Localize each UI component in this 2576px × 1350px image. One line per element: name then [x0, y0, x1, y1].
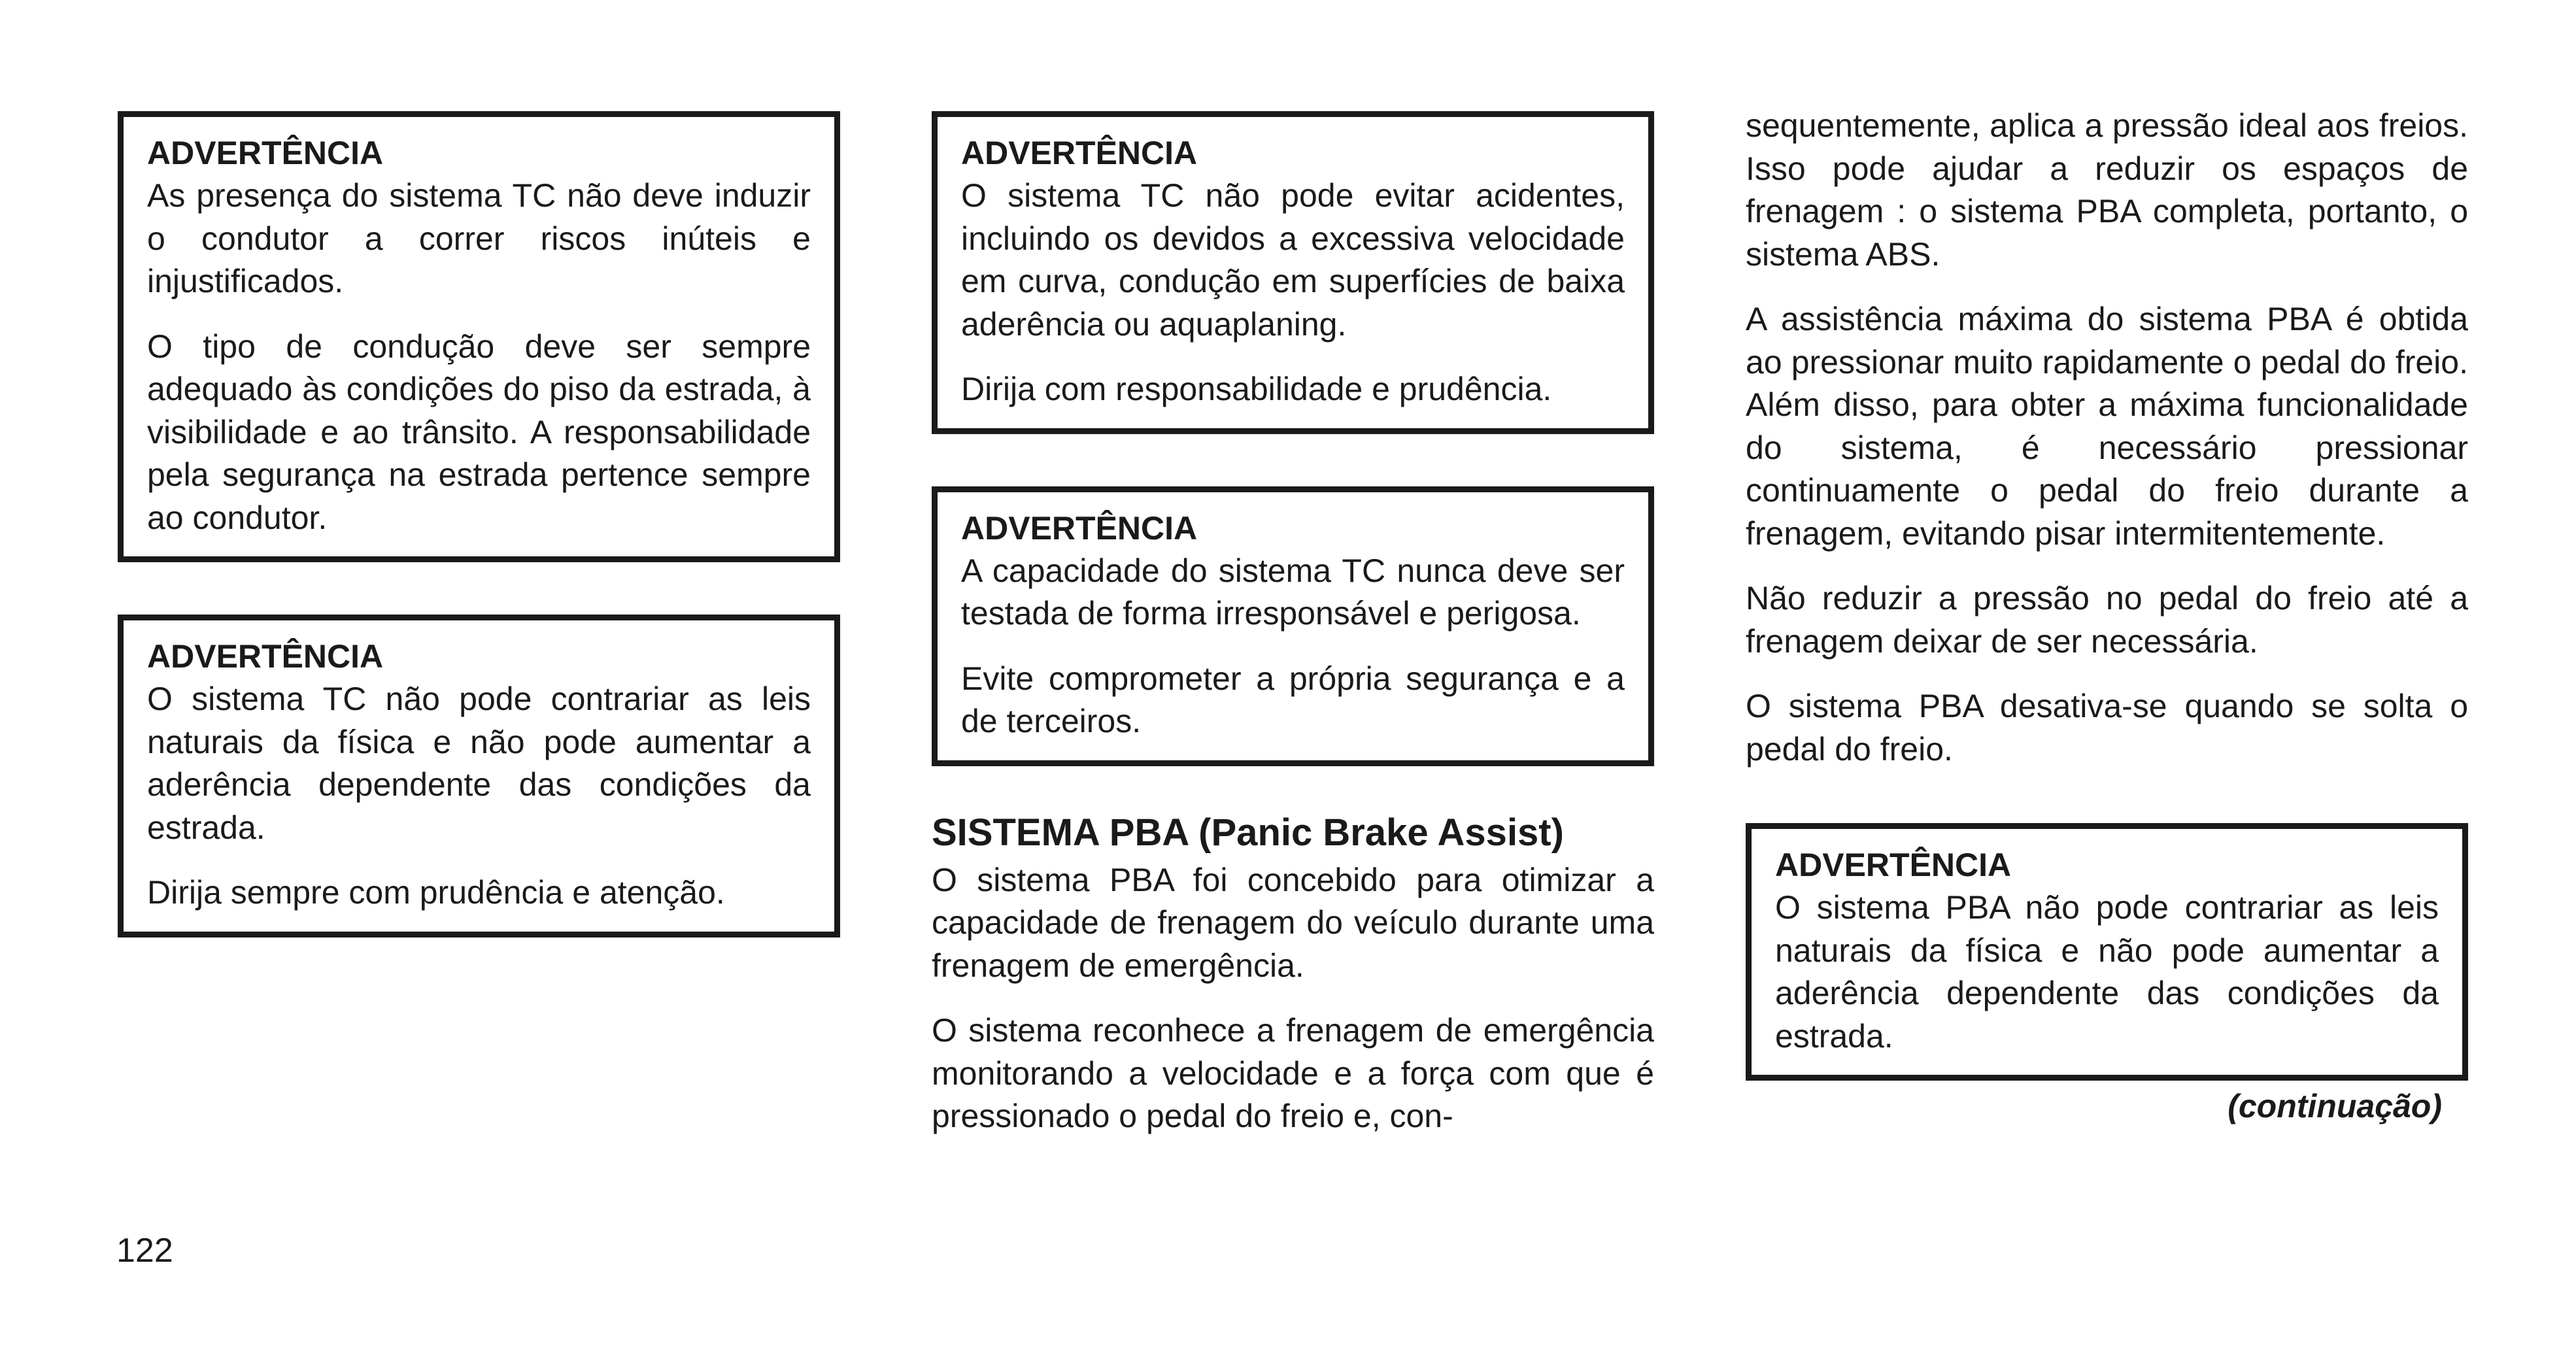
warning-paragraph: Dirija com responsabilidade e prudência. — [961, 371, 1552, 407]
body-paragraph: Não reduzir a pressão no pedal do freio até a frenagem deixar de ser necessária. — [1746, 580, 2468, 660]
column-2 — [932, 111, 1654, 1160]
section-heading: SISTEMA PBA (Panic Brake Assist) — [932, 811, 1564, 854]
warning-title: ADVERTÊNCIA — [147, 638, 384, 675]
warning-title: ADVERTÊNCIA — [961, 135, 1198, 171]
body-paragraph: O sistema PBA desativa-se quando se solta o pedal do freio. — [1746, 688, 2468, 768]
body-paragraph: A assistência máxima do sistema PBA é obtida ao pressionar muito rapidamente o pedal do freio. Além disso, para obter a máxima funcionalidade do sistema, é necessário pressionar continuamente o pedal do freio durante a frenagem, evitando pisar intermitentemente. — [1746, 301, 2468, 552]
warning-box — [1746, 823, 2468, 1081]
warning-paragraph: O tipo de condução deve ser sempre adequado às condições do piso da estrada, à visibilidade e ao trânsito. A responsabilidade pela segurança na estrada pertence sempre ao condutor. — [147, 328, 811, 536]
warning-paragraph: A capacidade do sistema TC nunca deve ser testada de forma irresponsável e perigosa. — [961, 552, 1625, 632]
column-3 — [1746, 105, 2468, 1128]
warning-title: ADVERTÊNCIA — [961, 509, 1198, 547]
warning-box — [118, 615, 840, 937]
column-1 — [118, 111, 840, 937]
continuation-note: (continuação) — [2228, 1088, 2442, 1124]
warning-paragraph: Dirija sempre com prudência e atenção. — [147, 874, 725, 911]
warning-paragraph: O sistema TC não pode evitar acidentes, incluindo os devidos a excessiva velocidade em curva, condução em superfícies de baixa aderência ou aquaplaning. — [961, 177, 1625, 343]
warning-paragraph: As presença do sistema TC não deve induzir o condutor a correr riscos inúteis e injustificados. — [147, 177, 811, 299]
warning-box — [118, 111, 840, 562]
body-paragraph: O sistema reconhece a frenagem de emergência monitorando a velocidade e a força com que é pressionado o pedal do freio e, con- — [932, 1012, 1654, 1134]
warning-title: ADVERTÊNCIA — [1775, 847, 2012, 883]
warning-box — [932, 111, 1654, 434]
body-paragraph: O sistema PBA foi concebido para otimizar a capacidade de frenagem do veículo durante uma frenagem de emergência. — [932, 861, 1654, 984]
warning-paragraph: O sistema TC não pode contrariar as leis naturais da física e não pode aumentar a aderência dependente das condições da estrada. — [147, 681, 811, 846]
warning-paragraph: O sistema PBA não pode contrariar as leis naturais da física e não pode aumentar a aderência dependente das condições da estrada. — [1775, 889, 2439, 1055]
warning-paragraph: Evite comprometer a própria segurança e a de terceiros. — [961, 660, 1625, 739]
warning-title: ADVERTÊNCIA — [147, 135, 384, 171]
page-number: 122 — [116, 1232, 173, 1270]
body-paragraph: sequentemente, aplica a pressão ideal aos freios. Isso pode ajudar a reduzir os espaços de frenagem : o sistema PBA completa, portanto, o sistema ABS. — [1746, 107, 2468, 273]
warning-box — [932, 486, 1654, 766]
